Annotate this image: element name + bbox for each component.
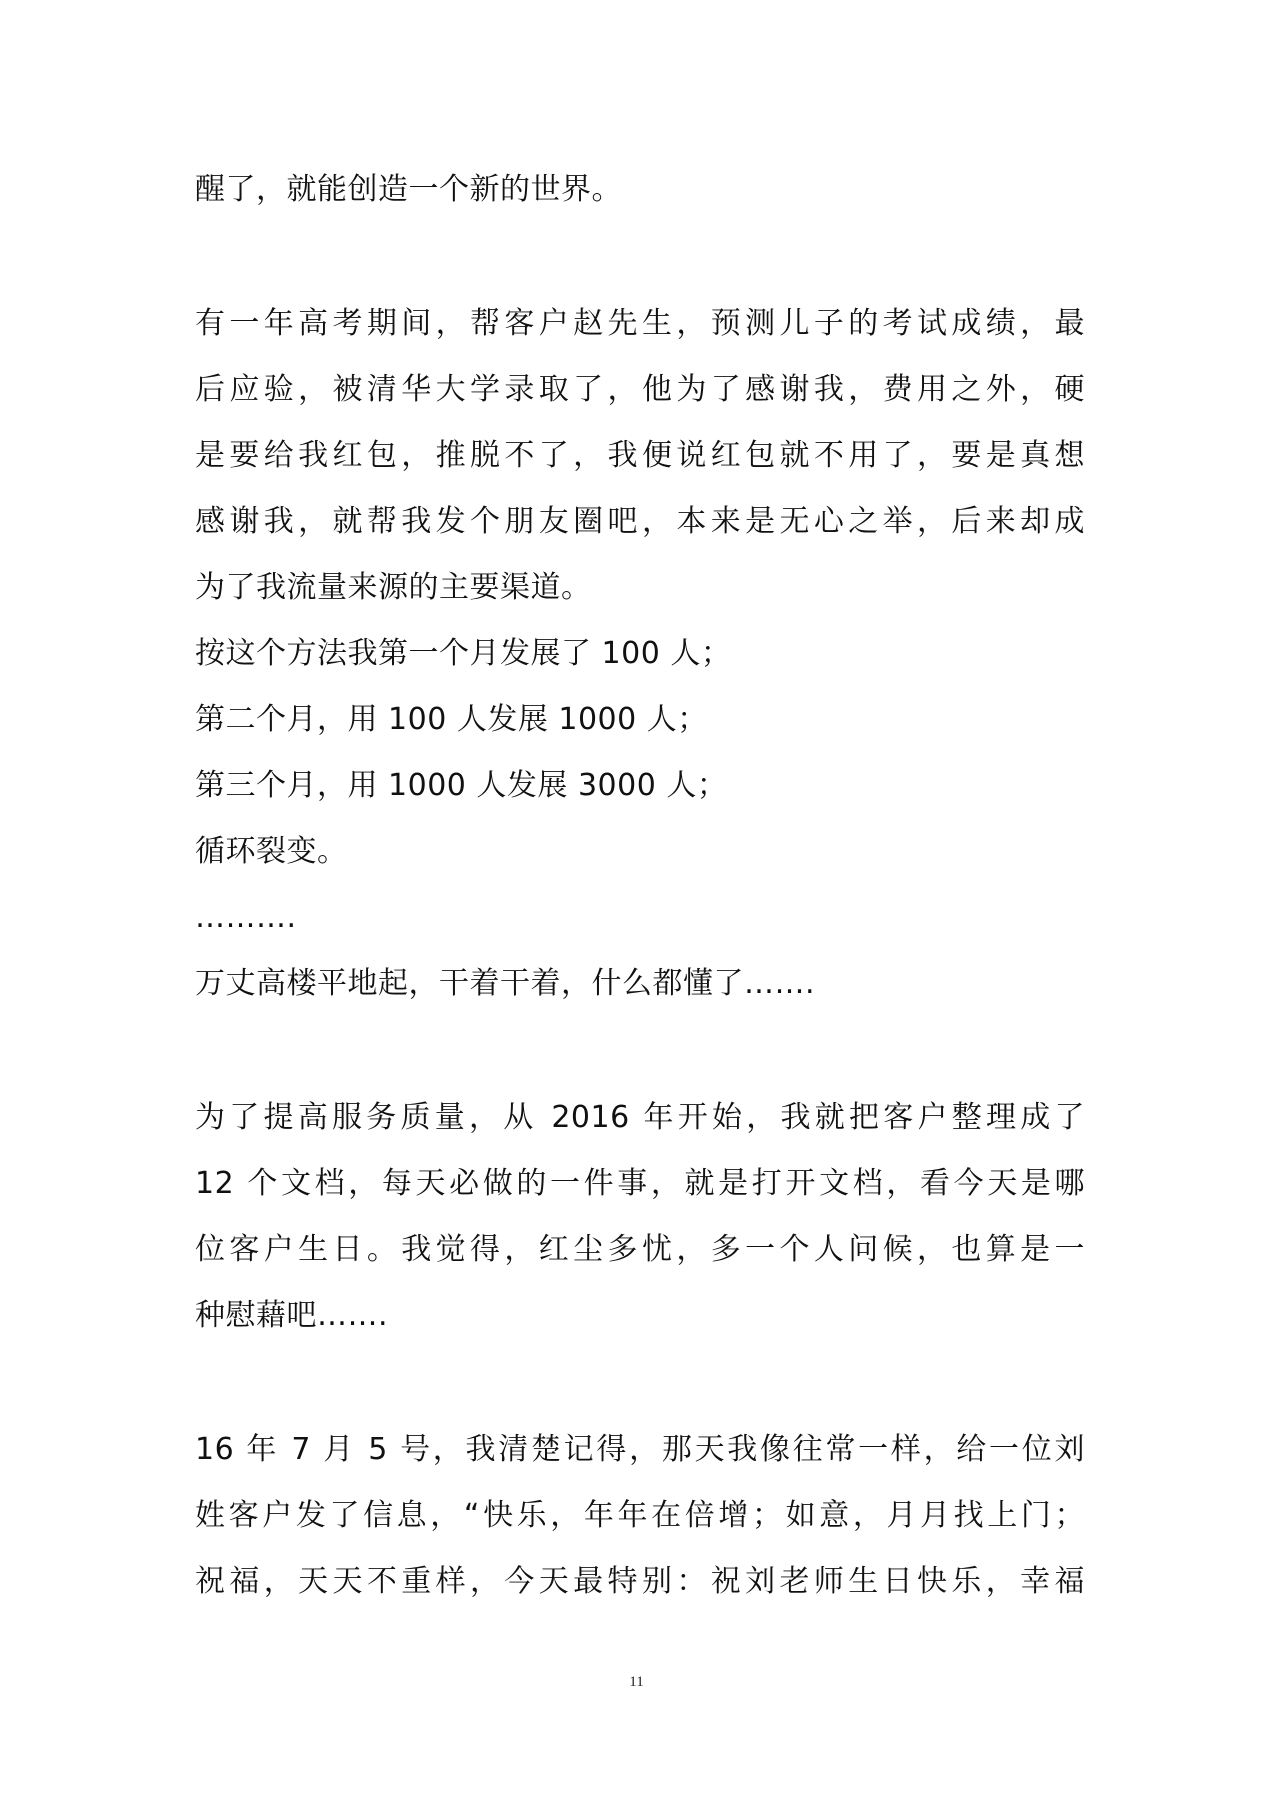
- paragraph-line: 姓客户发了信息，“快乐，年年在倍增；如意，月月找上门；: [195, 1498, 1085, 1533]
- paragraph-line: 万丈高楼平地起，干着干着，什么都懂了…….: [195, 966, 816, 1001]
- list-line: 循环裂变。: [195, 834, 348, 869]
- list-line: 第二个月，用 100 人发展 1000 人；: [195, 702, 708, 737]
- paragraph-line: 祝福，天天不重样，今天最特别：祝刘老师生日快乐，幸福: [195, 1564, 1085, 1599]
- paragraph-line: 位客户生日。我觉得，红尘多忧，多一个人问候，也算是一: [195, 1232, 1085, 1267]
- paragraph-line: 有一年高考期间，帮客户赵先生，预测儿子的考试成绩，最: [195, 306, 1085, 341]
- paragraph-line: 后应验，被清华大学录取了，他为了感谢我，费用之外，硬: [195, 372, 1085, 407]
- paragraph-line: 为了我流量来源的主要渠道。: [195, 570, 592, 605]
- paragraph-line: 醒了，就能创造一个新的世界。: [195, 172, 622, 207]
- paragraph-line: 16 年 7 月 5 号，我清楚记得，那天我像往常一样，给一位刘: [195, 1432, 1085, 1467]
- list-line: 按这个方法我第一个月发展了 100 人；: [195, 636, 732, 671]
- paragraph-line: 12 个文档，每天必做的一件事，就是打开文档，看今天是哪: [195, 1166, 1085, 1201]
- ellipsis-line: ……….: [195, 900, 297, 935]
- page-number: 11: [629, 1674, 644, 1690]
- paragraph-line: 为了提高服务质量，从 2016 年开始，我就把客户整理成了: [195, 1100, 1085, 1135]
- paragraph-line: 种慰藉吧…….: [195, 1298, 389, 1333]
- paragraph-line: 是要给我红包，推脱不了，我便说红包就不用了，要是真想: [195, 438, 1085, 473]
- list-line: 第三个月，用 1000 人发展 3000 人；: [195, 768, 728, 803]
- paragraph-line: 感谢我，就帮我发个朋友圈吧，本来是无心之举，后来却成: [195, 504, 1085, 539]
